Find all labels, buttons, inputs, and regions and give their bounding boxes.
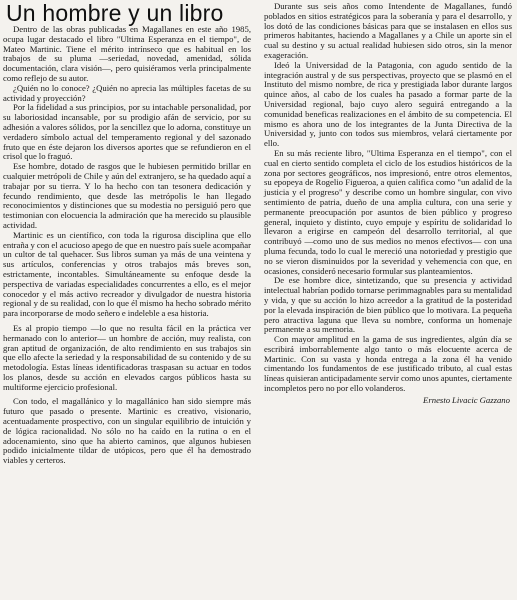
paragraph: De ese hombre dice, sintetizando, que su presencia y actividad intelectual habrían podido tornarse perimmagnables para su mentalidad y vida, y que su acción lo hizo acreedor a la gratitud de la posteridad por la elevada inspiración de bien público que lo motivara. La pequeña pero atractiva laguna que lleva su nombre, conforma un homenaje permanente a su memoria. (264, 275, 512, 335)
paragraph: Con mayor amplitud en la gama de sus ingredientes, algún día se escribirá imborrablemente algo tanto o más elocuente acerca de Martinic. Con su vasta y honda entrega a la zona él ha venido cimentando los fundamentos de ese justificado tributo, al cual estas líneas quisieran anticipadamente servir como unos apuntes, ciertamente incompletos pero no por ello volanderos. (264, 334, 512, 394)
paragraph: Ese hombre, dotado de rasgos que le hubiesen permitido brillar en cualquier metrópoli de Chile y aún del extranjero, se ha quedado aquí a trabajar por su tierra. Y lo ha hecho con tan tesonera dedicación y fecundo rendimiento, que desde las metrópolis le han llegado reconocimientos y distinciones que su modestia no persiguió pero que testimonian con elocuencia la admiración que ha merecido su plausible actividad. (3, 161, 251, 230)
paragraph: ¿Quién no lo conoce? ¿Quién no aprecia las múltiples facetas de su actividad y proyección? (3, 82, 251, 103)
paragraph: Con todo, el magallánico y lo magallánico han sido siempre más futuro que pasado o presente. Martinic es creativo, visionario, acentuadamente prospectivo, con un singular equilibrio de intuición y de lógica racionalidad. No sólo no ha caído en la rutina o en el adocenamiento, sino que ha abierto caminos, que algunos hubiesen podido inicialmente tildar de utópicos, pero que él ha demostrado viables y certeros. (3, 396, 251, 466)
article-title: Un hombre y un libro (6, 0, 224, 26)
paragraph: En su más reciente libro, "Ultima Esperanza en el tiempo", con el cual en cierto sentido completa el ciclo de los estudios históricos de la zona por sectores geográficos, nos impresionó, entre otros elementos, su epopeya de Rogelio Figueroa, a quien califica como "un adalid de la justicia y el progreso" y describe como un hombre singular, con vivo sentimiento de patria, dueño de una amplia cultura, con una serie y permanente preocupación por asuntos de bien público y progreso general, inquieto y distinto, cuyo empuje y espíritu de solidaridad lo llevaron a erigirse en campeón del desarrollo territorial, al que contribuyó —como uno de sus medios no menos efectivos— con una pluma fecunda, todo lo cual le mereció una notoriedad y prestigio que no se vieron disminuidos por la severidad y vehemencia con que, en ocasiones, consideró necesario formular sus planteamientos. (264, 147, 512, 276)
right-column (264, 2, 512, 598)
paragraph: Dentro de las obras publicadas en Magallanes en este año 1985, ocupa lugar destacado el libro "Ultima Esperanza en el tiempo", de Mateo Martinic. Tiene el mérito intrínseco que es habitual en los trabajos de su pluma —seriedad, novedad, amenidad, sólida documentación, clara visión—, pero quisiéramos verla principalmente como reflejo de su autor. (3, 24, 251, 83)
paragraph: Martinic es un científico, con toda la rigurosa disciplina que ello entraña y con el acucioso apego de que en nuestro país suele acompañar un cultor de tal quehacer. Sus libros suman ya más de una veintena y sus artículos, conferencias y otros trabajos más breves son, estrictamente, incontables. Simultáneamente su enfoque desde la perspectiva de variadas especialidades concurrentes a ello, es el mejor conocedor y el más activo recreador y divulgador de nuestra historia regional y de su realidad, con lo que él mismo ha hecho sobrado mérito para incorporarse de modo señero e indeleble a esa historia. (3, 229, 251, 319)
author-signature: Ernesto Livacic Gazzano (423, 394, 510, 405)
left-column (3, 25, 251, 598)
paragraph: Por la fidelidad a sus principios, por su intachable personalidad, por su laboriosidad incansable, por su prodigio afán de servicio, por su adhesión a valores sólidos, por la sencillez que lo adorna, constituye un verdadero símbolo actual del temperamento regional y del sazonado fruto que en éste dejaron los diversos aportes que se refundieron en el crisol que lo fraguó. (3, 102, 251, 162)
paragraph: Es al propio tiempo —lo que no resulta fácil en la práctica ver hermanado con lo anterior— un hombre de acción, muy realista, con gran aptitud de organización, de alto rendimiento en sus trabajos sin que ello afecte la seriedad y la responsabilidad de su contenido y de su metodología. Estas líneas identificadoras traspasan su actuar en todos los planos, desde su acción en elevados cargos públicos hasta su multiforme ejercicio profesional. (3, 322, 251, 392)
paragraph: Ideó la Universidad de la Patagonia, con agudo sentido de la integración austral y de sus perspectivas, proyecto que se plasmó en el Instituto del mismo nombre, de rica y prestigiada labor durante largos quince años, al cabo de los cuales ha pasado a formar parte de la Universidad regional, bajo cuyo alero seguirá entregando a la comunidad beneficas realizaciones en el ámbito de su competencia. El mismo es ahora uno de los integrantes de la Junta Directiva de la Universidad y, junto con todos sus miembros, velará ciertamente por ello. (264, 59, 512, 149)
paragraph: Durante sus seis años como Intendente de Magallanes, fundó poblados en sitios estratégicos para la soberanía y para el desarrollo, y los dotó de las condiciones básicas para que se instalasen en ellos sus primeros habitantes, haciendo a Magallanes y a Chile un aporte sin el cual su destino y su actual realidad hubiesen sido otros, sin la menor exageración. (264, 1, 512, 60)
